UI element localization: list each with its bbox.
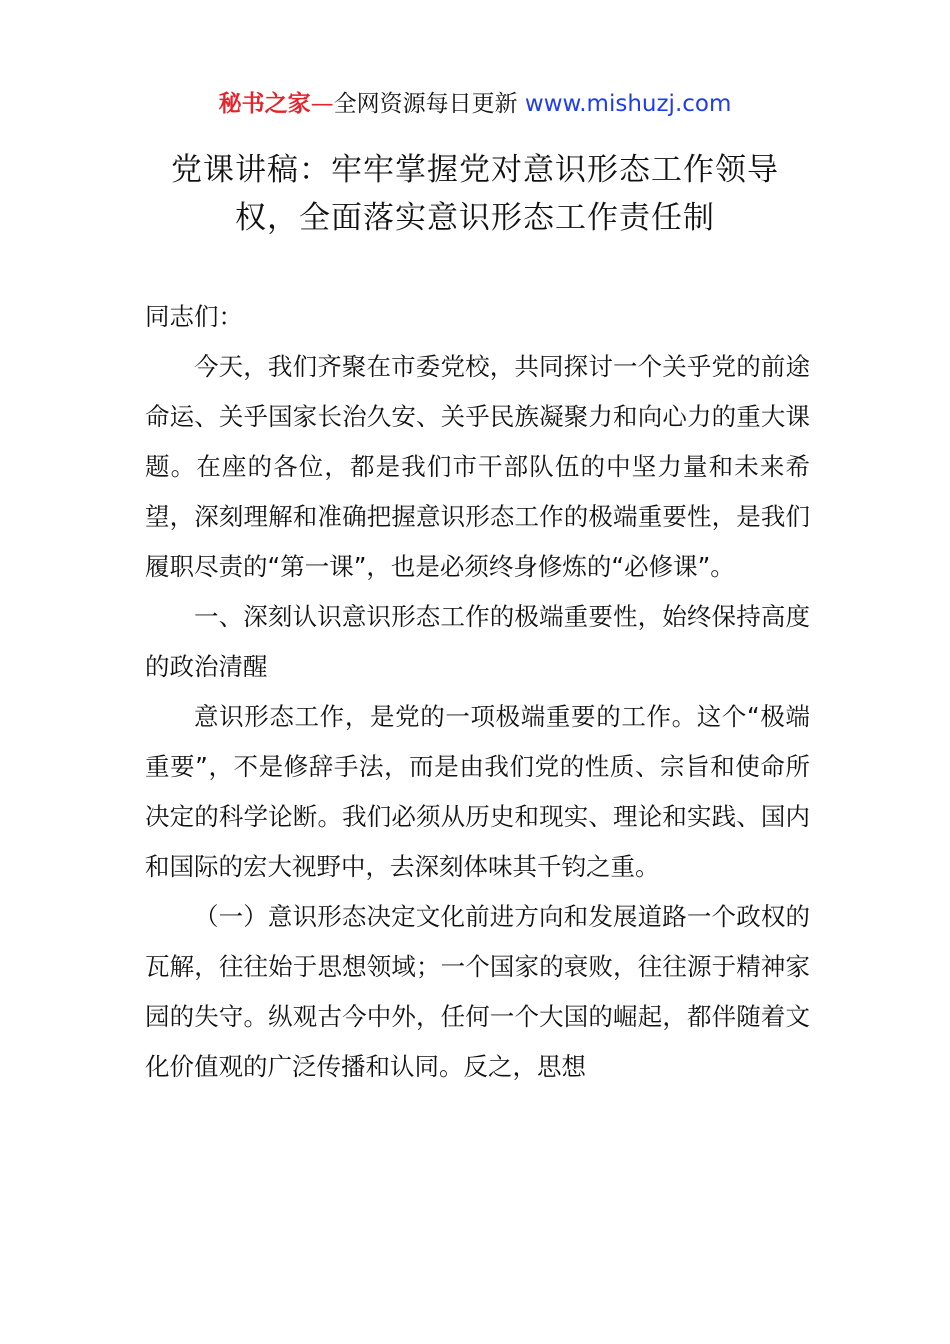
document-title xyxy=(0,146,950,242)
header-description: 全网资源每日更新 xyxy=(333,91,525,117)
salutation: 同志们： xyxy=(145,302,243,331)
title-line-2: 权，全面落实意识形态工作责任制 xyxy=(235,200,715,236)
header-dash: — xyxy=(310,91,334,117)
paragraph-subsection-1: （一）意识形态决定文化前进方向和发展道路一个政权的瓦解，往往始于思想领域；一个国家的衰败，往往源于精神家园的失守。纵观古今中外，任何一个大国的崛起，都伴随着文化价值观的广泛传播和认同。反之，思想 xyxy=(145,902,810,1081)
site-header xyxy=(0,86,950,122)
site-brand: 秘书之家 xyxy=(218,91,311,117)
paragraph-intro: 今天，我们齐聚在市委党校，共同探讨一个关乎党的前途命运、关乎国家长治久安、关乎民族凝聚力和向心力的重大课题。在座的各位，都是我们市干部队伍的中坚力量和未来希望，深刻理解和准确把握意识形态工作的极端重要性，是我们履职尽责的“第一课”，也是必须终身修炼的“必修课”。 xyxy=(145,352,810,581)
section-heading-1: 一、深刻认识意识形态工作的极端重要性，始终保持高度的政治清醒 xyxy=(145,602,810,681)
paragraph-section-1: 意识形态工作，是党的一项极端重要的工作。这个“极端重要”，不是修辞手法，而是由我们党的性质、宗旨和使命所决定的科学论断。我们必须从历史和现实、理论和实践、国内和国际的宏大视野中，去深刻体味其千钧之重。 xyxy=(145,702,810,881)
site-url-link[interactable]: www.mishuzj.com xyxy=(524,91,732,117)
title-line-1: 党课讲稿：牢牢掌握党对意识形态工作领导 xyxy=(171,152,779,188)
document-body xyxy=(145,292,810,1092)
